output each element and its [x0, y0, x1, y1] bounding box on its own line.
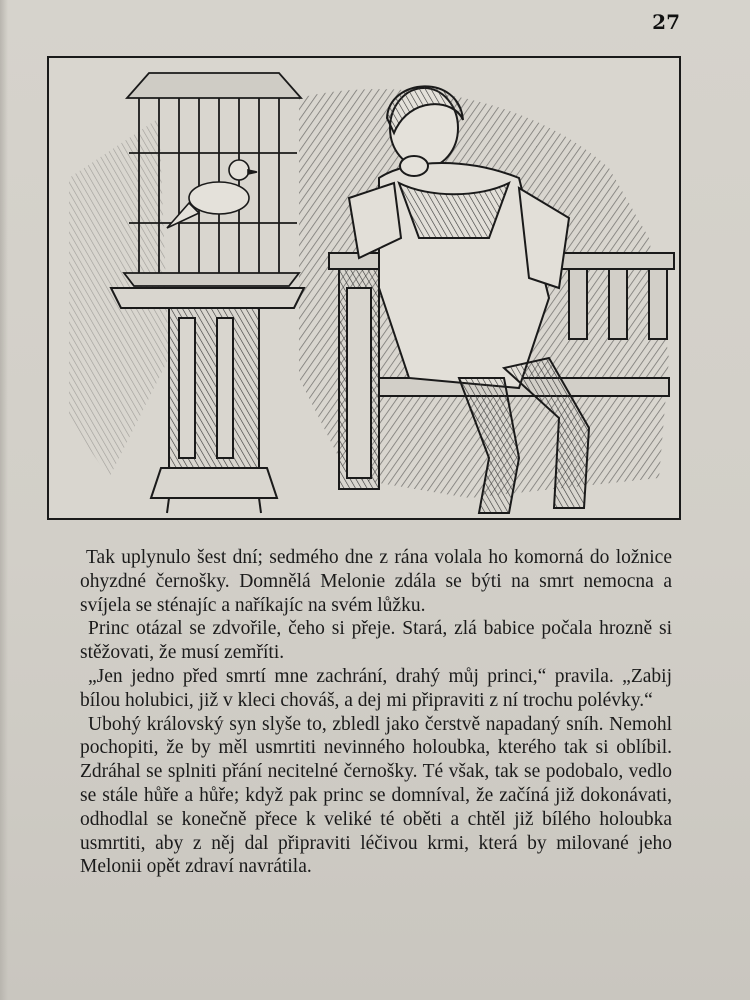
page-edge-shadow [0, 0, 8, 1000]
body-text [80, 546, 672, 879]
illustration-prince-and-dove-cage [47, 56, 681, 520]
paragraph: Ubohý královský syn slyše to, zbledl jako čerstvě napadaný sníh. Nemohl pochopiti, že by měl usmrtiti nevinného holoubka, kterého tak si oblíbil. Zdráhal se splniti přání necitelné černošky. Té však, tak se podobalo, vedlo se stále hůře a hůře; když pak princ se domníval, že začíná již dokonávati, odhodlal se konečně přece k veliké té oběti a chtěl již bílého holoubka usmrtiti, aby z něj dal připraviti léčivou krmi, která by milované jeho Melonii opět zdraví navrátila. [80, 713, 672, 878]
dove [167, 160, 257, 228]
paragraph: Princ otázal se zdvořile, čeho si přeje. Stará, zlá babice počala hrozně si stěžovati, že musí zemříti. [80, 618, 672, 664]
page-number: 27 [652, 10, 680, 34]
paragraph: Tak uplynulo šest dní; sedmého dne z rána volala ho komorná do ložnice ohyzdné černošky. Domnělá Melonie zdála se býti na smrt nemocna a svíjela se sténajíc a naříkajíc na svém lůžku. [80, 547, 672, 616]
paragraph: „Jen jedno před smrtí mne zachrání, drahý můj princi,“ pravila. „Zabij bílou holubici, již v kleci chováš, a dej mi připraviti z ní trochu polévky.“ [80, 665, 672, 711]
